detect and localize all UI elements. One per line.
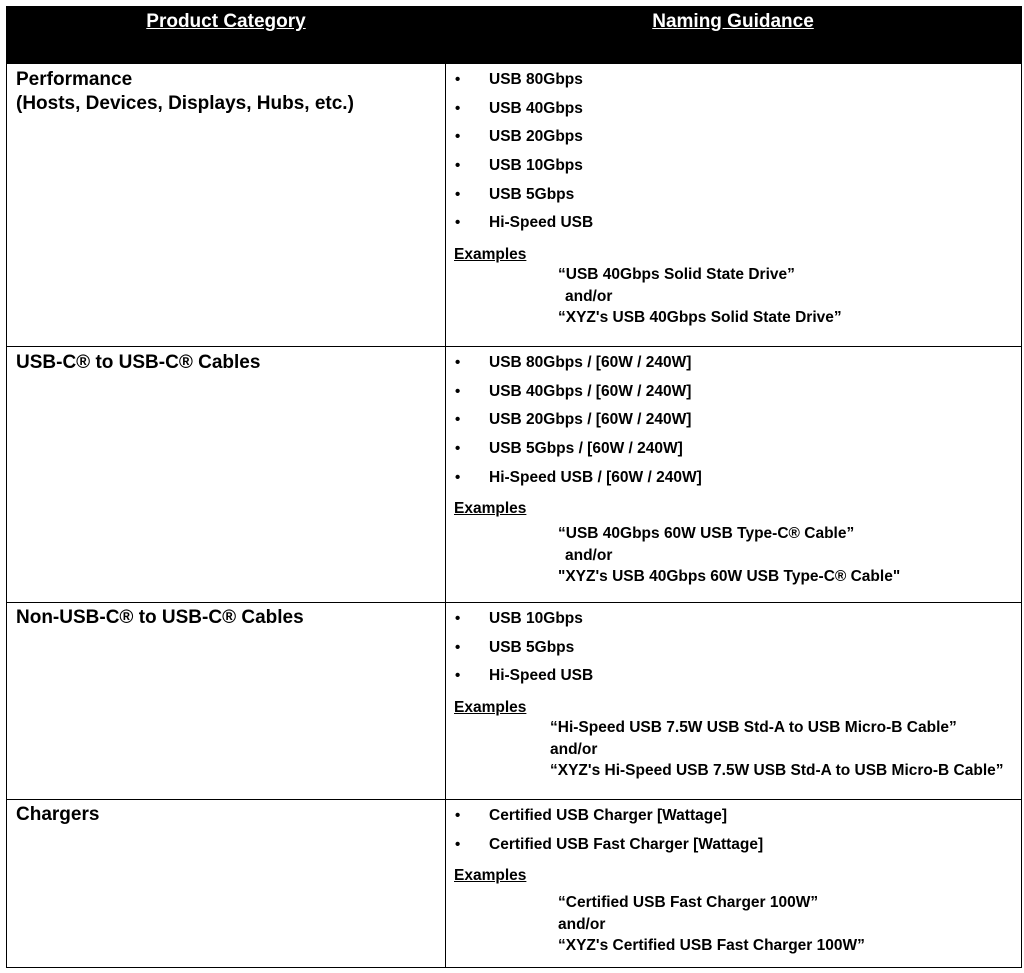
row-divider bbox=[7, 799, 1021, 800]
list-item: • USB 40Gbps bbox=[455, 99, 583, 117]
list-item: • Certified USB Fast Charger [Wattage] bbox=[455, 835, 764, 853]
list-item: • Hi-Speed USB / [60W / 240W] bbox=[455, 468, 702, 486]
row-guidance-usbc-cables bbox=[454, 354, 1019, 588]
list-item: • USB 40Gbps / [60W / 240W] bbox=[455, 382, 692, 400]
example-line: “XYZ's USB 40Gbps Solid State Drive” bbox=[558, 309, 842, 327]
category-title: Chargers bbox=[16, 804, 100, 825]
table-header bbox=[7, 7, 1021, 64]
category-title: Non-USB-C® to USB-C® Cables bbox=[16, 607, 304, 628]
examples-label: Examples bbox=[454, 500, 527, 518]
examples-label: Examples bbox=[454, 867, 527, 885]
category-title: USB-C® to USB-C® Cables bbox=[16, 352, 261, 373]
list-item: • Hi-Speed USB bbox=[455, 214, 594, 232]
list-item: • USB 5Gbps bbox=[455, 185, 575, 203]
list-item: • USB 10Gbps bbox=[455, 157, 583, 175]
header-naming-guidance: Naming Guidance bbox=[652, 11, 814, 32]
example-line: “Certified USB Fast Charger 100W” bbox=[558, 894, 819, 912]
example-line: “USB 40Gbps Solid State Drive” bbox=[558, 266, 795, 284]
bullet-list bbox=[454, 610, 1019, 696]
example-line: “USB 40Gbps 60W USB Type-C® Cable” bbox=[558, 525, 855, 543]
list-item: • USB 5Gbps / [60W / 240W] bbox=[455, 440, 683, 458]
list-item: • USB 80Gbps bbox=[455, 71, 583, 88]
naming-guidance-table bbox=[6, 6, 1022, 968]
list-item: • Certified USB Charger [Wattage] bbox=[455, 807, 727, 824]
list-item: • USB 5Gbps bbox=[455, 638, 575, 656]
example-andor: and/or bbox=[565, 287, 613, 305]
row-category-non-usbc-cables bbox=[16, 606, 304, 630]
list-item: • Hi-Speed USB bbox=[455, 667, 594, 685]
example-andor: and/or bbox=[558, 915, 606, 933]
example-andor: and/or bbox=[550, 740, 598, 758]
bullet-list bbox=[454, 71, 1019, 243]
list-item: • USB 10Gbps bbox=[455, 610, 583, 627]
row-guidance-chargers bbox=[454, 807, 1019, 957]
row-guidance-non-usbc-cables bbox=[454, 610, 1019, 782]
example-andor: and/or bbox=[565, 546, 613, 564]
list-item: • USB 80Gbps / [60W / 240W] bbox=[455, 354, 692, 371]
row-guidance-performance bbox=[454, 71, 1019, 329]
example-line: "XYZ's USB 40Gbps 60W USB Type-C® Cable" bbox=[558, 568, 901, 586]
category-subtitle: (Hosts, Devices, Displays, Hubs, etc.) bbox=[16, 93, 354, 114]
category-title: Performance bbox=[16, 69, 133, 90]
bullet-list bbox=[454, 354, 1019, 497]
row-divider bbox=[7, 602, 1021, 603]
row-category-chargers bbox=[16, 803, 99, 827]
row-divider bbox=[7, 346, 1021, 347]
bullet-list bbox=[454, 807, 1019, 864]
header-product-category: Product Category bbox=[146, 11, 306, 32]
example-line: “XYZ's Certified USB Fast Charger 100W” bbox=[558, 937, 865, 955]
row-category-performance bbox=[16, 68, 354, 116]
example-line: “Hi-Speed USB 7.5W USB Std-A to USB Micro-B Cable” bbox=[550, 719, 957, 737]
column-divider bbox=[445, 64, 446, 967]
row-category-usbc-cables bbox=[16, 351, 260, 375]
list-item: • USB 20Gbps bbox=[455, 128, 583, 146]
example-line: “XYZ's Hi-Speed USB 7.5W USB Std-A to USB Micro-B Cable” bbox=[550, 762, 1004, 780]
examples-label: Examples bbox=[454, 246, 527, 264]
list-item: • USB 20Gbps / [60W / 240W] bbox=[455, 411, 692, 429]
examples-label: Examples bbox=[454, 699, 527, 717]
